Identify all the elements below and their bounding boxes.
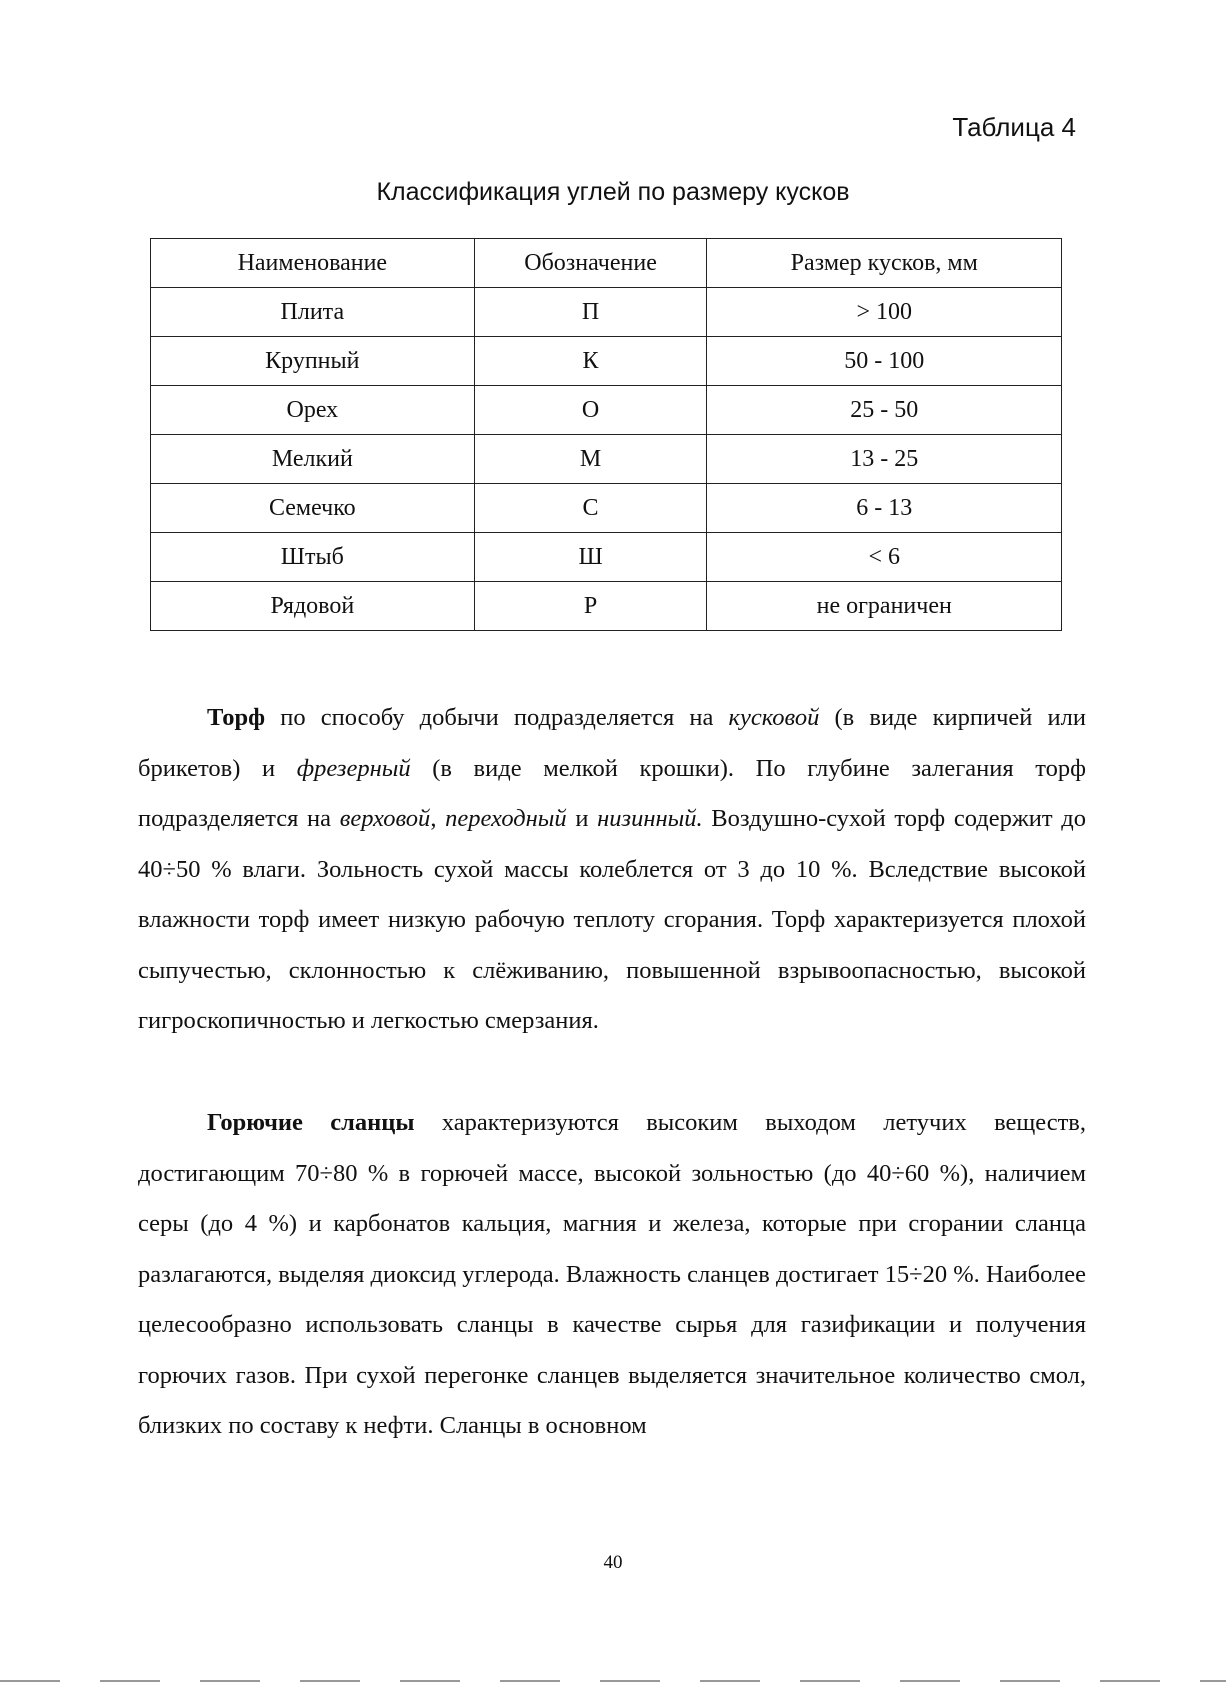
term-transitional: переходный <box>445 805 567 832</box>
scan-edge-artifact <box>0 1680 1226 1682</box>
column-header-size: Размер кусков, мм <box>707 239 1062 288</box>
cell-name: Семечко <box>151 484 475 533</box>
coal-size-table <box>150 238 1062 631</box>
cell-designation: О <box>474 386 707 435</box>
term-oil-shale: Горючие сланцы <box>207 1109 415 1136</box>
cell-size: не ограничен <box>707 582 1062 631</box>
table-row <box>151 533 1062 582</box>
cell-designation: М <box>474 435 707 484</box>
cell-name: Штыб <box>151 533 475 582</box>
term-lump: кусковой <box>728 704 820 731</box>
text-run: Воздушно-сухой торф содержит до 40÷50 % влаги. Зольность сухой массы колеблется от 3 до 10 %. Вследствие высокой влажности торф имеет низкую рабочую теплоту сгорания. Торф характеризуется плохой сыпучестью, склонностью к слёживанию, повышенной взрывоопасностью, высокой гигроскопичностью и легкостью смерзания. <box>138 805 1086 1034</box>
table-row <box>151 435 1062 484</box>
text-run: , <box>430 805 446 832</box>
term-lowland: низинный. <box>597 805 703 832</box>
text-run: по способу добычи подразделяется на <box>265 704 729 731</box>
table-label: Таблица 4 <box>952 112 1076 142</box>
term-upland: верховой <box>339 805 431 832</box>
cell-designation: Ш <box>474 533 707 582</box>
cell-designation: П <box>474 288 707 337</box>
cell-size: 13 - 25 <box>707 435 1062 484</box>
table-header-row <box>151 239 1062 288</box>
table-row <box>151 288 1062 337</box>
cell-name: Рядовой <box>151 582 475 631</box>
cell-name: Орех <box>151 386 475 435</box>
cell-name: Крупный <box>151 337 475 386</box>
table-title: Классификация углей по размеру кусков <box>376 178 850 206</box>
cell-size: 50 - 100 <box>707 337 1062 386</box>
cell-size: > 100 <box>707 288 1062 337</box>
text-run: и <box>566 805 598 832</box>
text-run: (в виде мелкой крошки). По глубине залегания торф подразделяется на <box>138 754 1086 832</box>
cell-name: Плита <box>151 288 475 337</box>
table-row <box>151 582 1062 631</box>
column-header-designation: Обозначение <box>474 239 707 288</box>
table-row <box>151 484 1062 533</box>
cell-designation: Р <box>474 582 707 631</box>
term-peat: Торф <box>207 704 266 731</box>
cell-name: Мелкий <box>151 435 475 484</box>
table-row <box>151 337 1062 386</box>
column-header-name: Наименование <box>151 239 475 288</box>
page-number: 40 <box>603 1552 623 1573</box>
cell-size: 25 - 50 <box>707 386 1062 435</box>
cell-designation: С <box>474 484 707 533</box>
paragraph-peat <box>138 693 1086 1047</box>
cell-size: < 6 <box>707 533 1062 582</box>
paragraph-oil-shale <box>138 1098 1086 1452</box>
table-row <box>151 386 1062 435</box>
text-run: (в виде кирпичей или брикетов) и <box>138 704 1086 782</box>
text-run: характеризуются высоким выходом летучих веществ, достигающим 70÷80 % в горючей массе, высокой зольностью (до 40÷60 %), наличием серы (до 4 %) и карбонатов кальция, магния и железа, которые при сгорании сланца разлагаются, выделяя диоксид углерода. Влажность сланцев достигает 15÷20 %. Наиболее целесообразно использовать сланцы в качестве сырья для газификации и получения горючих газов. При сухой перегонке сланцев выделяется значительное количество смол, близких по составу к нефти. Сланцы в основном <box>138 1109 1086 1439</box>
term-milled: фрезерный <box>296 754 411 782</box>
cell-designation: К <box>474 337 707 386</box>
cell-size: 6 - 13 <box>707 484 1062 533</box>
